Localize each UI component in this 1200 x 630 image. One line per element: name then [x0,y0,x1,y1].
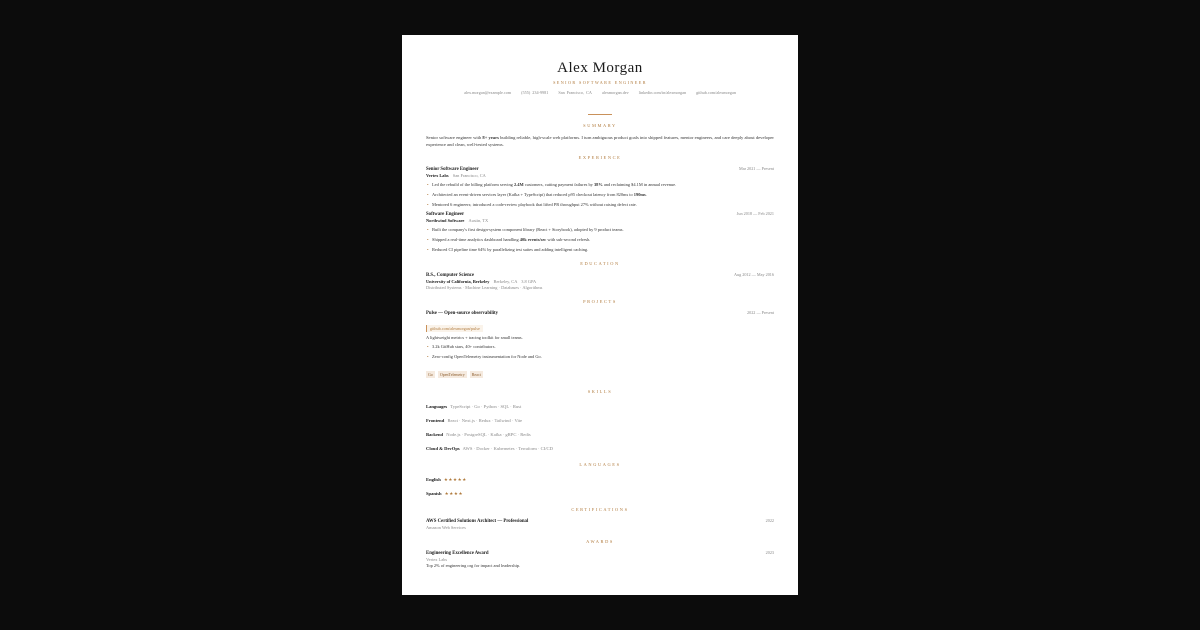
candidate-role: SENIOR SOFTWARE ENGINEER [553,80,647,85]
project-description: A lightweight metrics + tracing toolkit for small teams. [426,334,523,340]
experience-heading: EXPERIENCE [578,155,622,160]
job-title: Senior Software Engineer [426,167,479,172]
project-link[interactable]: github.com/alexmorgan/pulse [426,325,483,332]
skills-list [426,400,774,456]
email-link[interactable]: alex.morgan@example.com [464,90,512,95]
tag: Go [428,372,433,378]
certification-name: AWS Certified Solutions Architect — Professional [426,519,529,525]
job-company: Northwind Software Austin, TX [426,218,489,224]
list-item: • Architected an event-driven services layer (Kafka + TypeScript) that reduced p95 checkout latency from 820ms to 190ms. [426,190,774,200]
list-item: • Mentored 6 engineers; introduced a code-review playbook that lifted PR throughput 27% without raising defect rate. [426,200,774,210]
star-rating-icon: ★★★★ [444,491,464,497]
project-title: Pulse — Open-source observability [426,310,498,316]
job-company: Vertex Labs San Francisco, CA [426,173,486,178]
job-dates: Jun 2018 — Feb 2021 [736,211,774,217]
languages-list [426,473,774,501]
list-item: • Reduced CI pipeline time 64% by parallelizing test suites and adding intelligent caching. [426,245,774,255]
header-divider [588,114,612,115]
contact-line [426,90,774,95]
education-dates: Aug 2012 — May 2016 [733,271,774,277]
job-title: Software Engineer [426,212,465,218]
language-row: English ★★★★★ [426,477,467,483]
project-entry [426,310,774,382]
coursework: Distributed Systems · Machine Learning · Databases · Algorithms [426,284,543,290]
summary-heading: SUMMARY [583,123,617,128]
award-year: 2023 [765,550,774,556]
list-item: • 3.2k GitHub stars, 40+ contributors. [426,342,774,352]
award-name: Engineering Excellence Award [426,551,489,557]
education-heading: EDUCATION [580,260,620,266]
certification-year: 2022 [765,518,774,524]
degree-title: B.S., Computer Science [426,272,475,278]
certifications-heading: CERTIFICATIONS [571,507,629,513]
tag: OpenTelemetry [439,372,465,378]
education-entry [426,272,774,291]
project-bullets [426,342,774,362]
languages-heading: LANGUAGES [579,462,621,468]
certification-entry [426,518,774,531]
list-item: • Shipped a real-time analytics dashboard handling 40k events/sec with sub-second refresh. [426,235,774,245]
award-entry [426,550,774,569]
skill-row: Frontend React · Next.js · Redux · Tailwind · Vite [426,418,523,424]
skills-heading: SKILLS [587,389,613,395]
project-dates: 2022 — Present [747,309,774,315]
website-link[interactable]: alexmorgan.dev [601,90,629,95]
award-issuer: Vertex Labs [426,557,448,563]
summary-text: Senior software engineer with 8+ years building reliable, high-scale web platforms. I turn ambiguous product goals into shipped features, mentor engineers, and care deeply about developer experience and clean, well-tested systems. [426,135,774,147]
language-row: Spanish ★★★★ [426,491,464,497]
resume-page [402,35,798,595]
projects-heading: PROJECTS [583,298,617,304]
github-link[interactable]: github.com/alexmorgan [696,90,736,95]
candidate-name: Alex Morgan [557,60,643,76]
linkedin-link[interactable]: linkedin.com/in/alexmorgan [638,90,687,95]
skill-row: Languages TypeScript · Go · Python · SQL · Rust [426,404,522,410]
award-description: Top 2% of engineering org for impact and leadership. [426,563,521,569]
job-bullets [426,225,774,254]
list-item: • Zero-config OpenTelemetry instrumentation for Node and Go. [426,352,774,362]
job-entry [426,166,774,209]
job-entry [426,211,774,254]
certification-issuer: Amazon Web Services [426,525,466,531]
location-text: San Francisco, CA [558,90,592,95]
project-tags [426,363,774,381]
job-bullets [426,180,774,209]
awards-heading: AWARDS [586,539,614,545]
list-item: • Led the rebuild of the billing platform serving 2.4M customers, cutting payment failures by 38% and reclaiming $4.1M in annual revenue. [426,180,774,190]
list-item: • Built the company's first design-system component library (React + Storybook), adopted by 9 product teams. [426,225,774,235]
skill-row: Backend Node.js · PostgreSQL · Kafka · gRPC · Redis [426,432,531,438]
school-line: University of California, Berkeley Berkeley, CA 3.8 GPA [426,278,537,284]
star-rating-icon: ★★★★★ [443,477,467,483]
phone-text: (555) 234-9981 [521,90,549,95]
tag: React [471,372,481,378]
skill-row: Cloud & DevOps AWS · Docker · Kubernetes · Terraform · CI/CD [426,446,553,452]
job-dates: Mar 2021 — Present [738,166,774,171]
